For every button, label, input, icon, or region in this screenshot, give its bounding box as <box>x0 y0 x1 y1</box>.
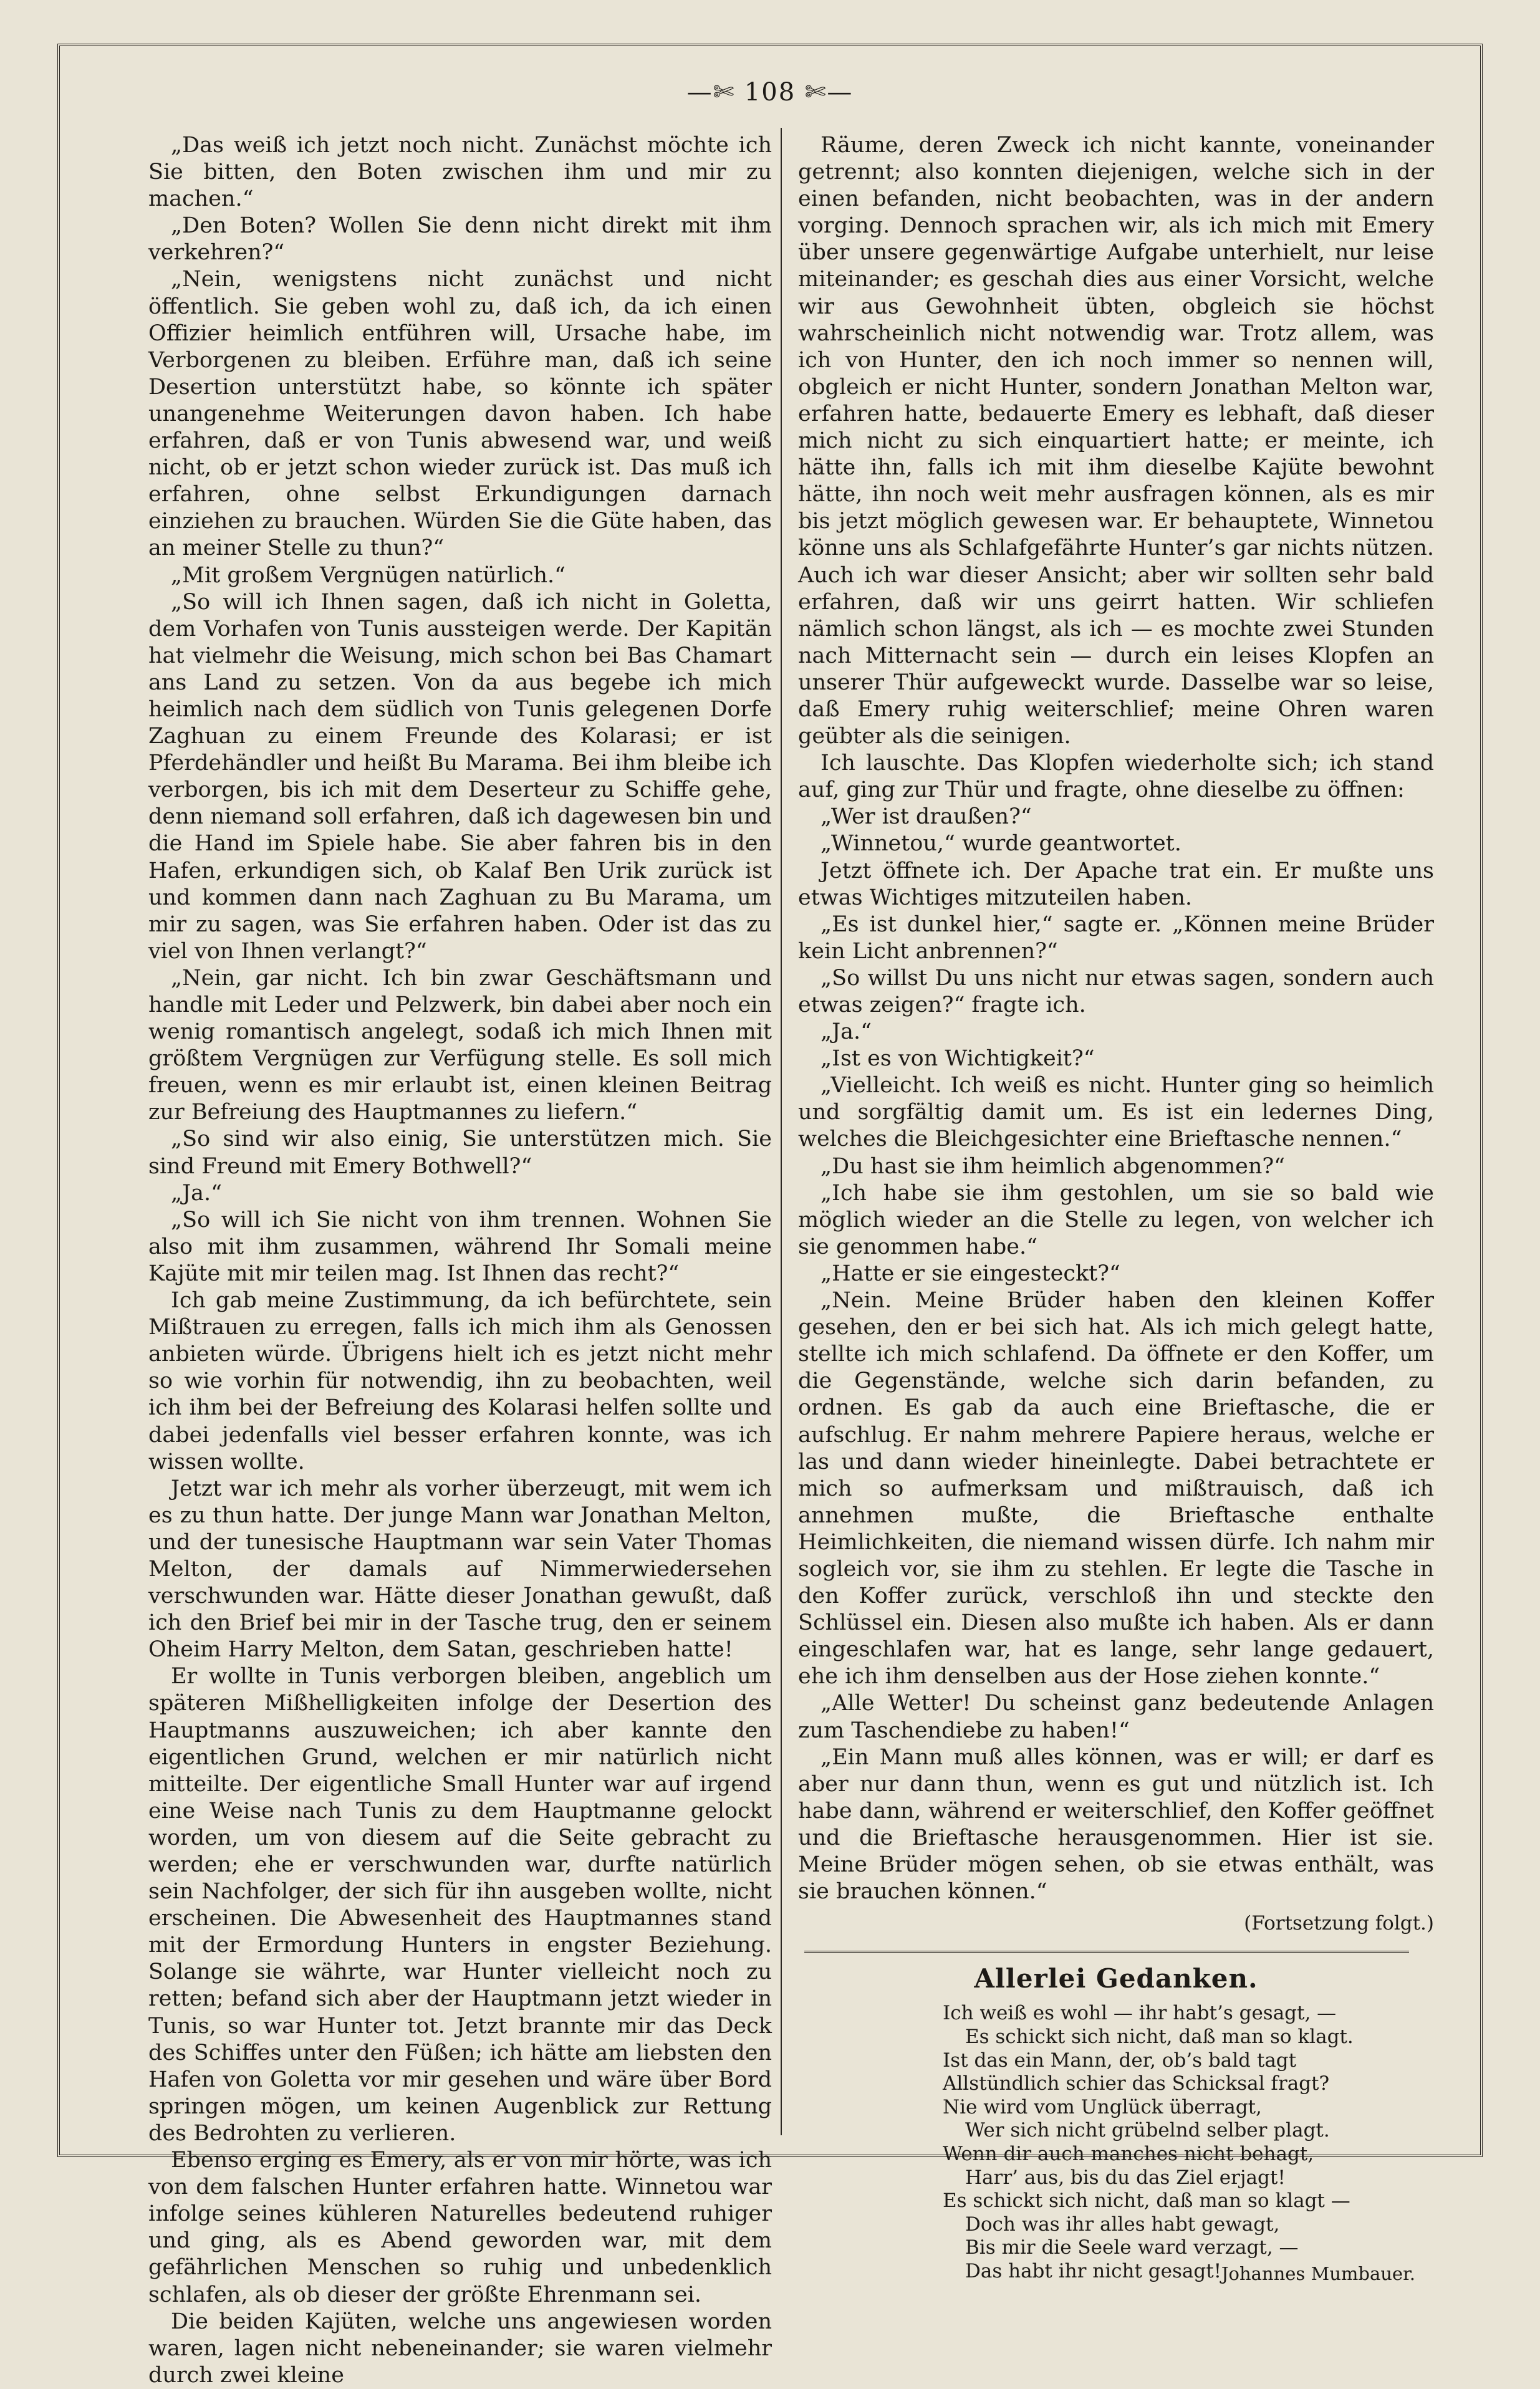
poem-line: Nie wird vom Unglück überragt, <box>943 2095 1262 2118</box>
paragraph: Ich gab meine Zustimmung, da ich befürchtete, sein Mißtrauen zu erregen, falls ich mich ihm als Genossen anbieten würde. Übrigens hielt ich es jetzt nicht mehr so wie vorhin für notwendig, ihn zu beobachten, weil ich ihm bei der Befreiung des Kolarasi helfen sollte und dabei jedenfalls viel besser erfahren konnte, was ich wissen wollte. <box>148 1288 772 1474</box>
poem-author: Johannes Mumbauer. <box>1221 2262 1415 2284</box>
paragraph: Jetzt war ich mehr als vorher überzeugt, mit wem ich es zu thun hatte. Der junge Mann war Jonathan Melton, und der tunesische Hauptmann war sein Vater Thomas Melton, der damals auf Nimmerwiedersehen verschwunden war. Hätte dieser Jonathan gewußt, daß ich den Brief bei mir in der Tasche trug, den er seinem Oheim Harry Melton, dem Satan, geschrieben hatte! <box>148 1476 772 1663</box>
continuation-note: (Fortsetzung folgt.) <box>1244 1912 1434 1935</box>
poem-line: Bis mir die Seele ward verzagt, — <box>965 2236 1299 2259</box>
paragraph: „So will ich Ihnen sagen, daß ich nicht in Goletta, dem Vorhafen von Tunis aussteigen werde. Der Kapitän hat vielmehr die Weisung, mich schon bei Bas Chamart ans Land zu setzen. Von da aus begebe ich mich heimlich nach dem südlich von Tunis gelegenen Dorfe Zaghuan zu einem Freunde des Kolarasi; er ist Pferdehändler und heißt Bu Marama. Bei ihm bleibe ich verborgen, bis ich mit dem Deserteur zu Schiffe gehe, denn niemand soll erfahren, daß ich dagewesen bin und die Hand im Spiele habe. Sie aber fahren bis in den Hafen, erkundigen sich, ob Kalaf Ben Urik zurück ist und kommen dann nach Zaghuan zu Bu Marama, um mir zu sagen, was Sie erfahren haben. Oder ist das zu viel von Ihnen verlangt?“ <box>148 589 772 964</box>
left-column <box>148 132 772 2389</box>
paragraph: „So willst Du uns nicht nur etwas sagen, sondern auch etwas zeigen?“ fragte ich. <box>798 965 1434 1017</box>
paragraph: „So will ich Sie nicht von ihm trennen. Wohnen Sie also mit ihm zusammen, während Ihr Somali meine Kajüte mit mir teilen mag. Ist Ihnen das recht?“ <box>148 1207 772 1286</box>
paragraph: Ebenso erging es Emery, als er von mir hörte, was ich von dem falschen Hunter erfahren hatte. Winnetou war infolge seines kühleren Naturelles bedeutend ruhiger und ging, als es Abend geworden war, mit dem gefährlichen Menschen so ruhig und unbedenklich schlafen, als ob dieser der größte Ehrenmann sei. <box>148 2148 772 2307</box>
poem-line: Doch was ihr alles habt gewagt, <box>965 2213 1280 2236</box>
paragraph: Er wollte in Tunis verborgen bleiben, angeblich um späteren Mißhelligkeiten infolge der Desertion des Hauptmanns auszuweichen; ich aber kannte den eigentlichen Grund, welchen er mir natürlich nicht mitteilte. Der eigentliche Small Hunter war auf irgend eine Weise nach Tunis zu dem Hauptmanne gelockt worden, um von diesem auf die Seite gebracht zu werden; ehe er verschwunden war, durfte natürlich sein Nachfolger, der sich für ihn ausgeben wollte, nicht erscheinen. Die Abwesenheit des Hauptmannes stand mit der Ermordung Hunters in engster Beziehung. Solange sie währte, war Hunter vielleicht noch zu retten; befand sich aber der Hauptmann jetzt wieder in Tunis, so war Hunter tot. Jetzt brannte mir das Deck des Schiffes unter den Füßen; ich hätte am liebsten den Hafen von Goletta vor mir gesehen und wäre über Bord springen mögen, um keinen Augenblick zur Rettung des Bedrohten zu verlieren. <box>148 1664 772 2146</box>
paragraph: Ich lauschte. Das Klopfen wiederholte sich; ich stand auf, ging zur Thür und fragte, ohne dieselbe zu öffnen: <box>798 751 1434 803</box>
paragraph: „Wer ist draußen?“ <box>821 804 1032 830</box>
page-number: 108 <box>744 78 796 107</box>
poem-title: Allerlei Gedanken. <box>974 1963 1258 1994</box>
poem-line: Es schickt sich nicht, daß man so klagt. <box>965 2025 1354 2048</box>
paragraph: „Es ist dunkel hier,“ sagte er. „Können meine Brüder kein Licht anbrennen?“ <box>798 911 1434 964</box>
ornament-left: —✄ <box>686 78 736 107</box>
story-continuation <box>798 132 1434 1905</box>
paragraph: „Das weiß ich jetzt noch nicht. Zunächst möchte ich Sie bitten, den Boten zwischen ihm und mir zu machen.“ <box>148 133 772 212</box>
paragraph: „Ein Mann muß alles können, was er will; er darf es aber nur dann thun, wenn es gut und nützlich ist. Ich habe dann, während er weiterschlief, den Koffer geöffnet und die Brieftasche herausgenommen. Hier ist sie. Meine Brüder mögen sehen, ob sie etwas enthält, was sie brauchen können.“ <box>798 1744 1434 1905</box>
paragraph: „Ja.“ <box>821 1019 872 1045</box>
paragraph: „So sind wir also einig, Sie unterstützen mich. Sie sind Freund mit Emery Bothwell?“ <box>148 1127 772 1179</box>
poem-line: Wer sich nicht grübelnd selber plagt. <box>965 2119 1330 2142</box>
paragraph: „Nein. Meine Brüder haben den kleinen Koffer gesehen, den er bei sich hat. Als ich mich gelegt hatte, stellte ich mich schlafend. Da öffnete er den Koffer, um die Gegenstände, welche sich darin befanden, zu ordnen. Es gab da auch eine Brieftasche, die er aufschlug. Er nahm mehrere Papiere heraus, welche er las und dann wieder hineinlegte. Dabei betrachtete er mich so aufmerksam und mißtrauisch, daß ich annehmen mußte, die Brieftasche enthalte Heimlichkeiten, die niemand wissen dürfe. Ich nahm mir sogleich vor, sie ihm zu stehlen. Er legte die Tasche in den Koffer zurück, verschloß ihn und steckte den Schlüssel ein. Diesen also mußte ich haben. Als er dann eingeschlafen war, hat es lange, sehr lange gedauert, ehe ich ihm denselben aus der Hose ziehen konnte.“ <box>798 1288 1434 1690</box>
poem-line: Wenn dir auch manches nicht behagt, <box>943 2142 1314 2165</box>
paragraph: „Den Boten? Wollen Sie denn nicht direkt mit ihm verkehren?“ <box>148 213 772 266</box>
paragraph: „Vielleicht. Ich weiß es nicht. Hunter ging so heimlich und sorgfältig damit um. Es ist ein ledernes Ding, welches die Bleichgesichter eine Brieftasche nennen.“ <box>798 1073 1434 1152</box>
paragraph: „Ist es von Wichtigkeit?“ <box>821 1046 1095 1072</box>
section-rule <box>804 1951 1409 1953</box>
poem-line: Ist das ein Mann, der, ob’s bald tagt <box>943 2049 1297 2072</box>
paragraph: Jetzt öffnete ich. Der Apache trat ein. Er mußte uns etwas Wichtiges mitzuteilen haben. <box>798 858 1434 910</box>
paragraph: „Hatte er sie eingesteckt?“ <box>821 1261 1120 1286</box>
poem-line: Ich weiß es wohl — ihr habt’s gesagt, — <box>943 2002 1337 2025</box>
right-column <box>798 132 1434 2287</box>
paragraph: „Winnetou,“ wurde geantwortet. <box>821 831 1181 857</box>
paragraph: „Alle Wetter! Du scheinst ganz bedeutende Anlagen zum Taschendiebe zu haben!“ <box>798 1691 1434 1743</box>
page-number-header <box>0 78 1540 107</box>
poem-line: Harr’ aus, bis du das Ziel erjagt! <box>965 2166 1286 2189</box>
paragraph: „Ja.“ <box>171 1180 223 1206</box>
paragraph: „Du hast sie ihm heimlich abgenommen?“ <box>821 1153 1286 1179</box>
ornament-right: ✄— <box>804 78 854 107</box>
column-divider <box>781 128 782 2135</box>
poem-line: Es schickt sich nicht, daß man so klagt — <box>943 2190 1350 2213</box>
poem <box>798 2002 1434 2283</box>
paragraph: „Mit großem Vergnügen natürlich.“ <box>171 562 566 588</box>
paragraph: „Nein, wenigstens nicht zunächst und nicht öffentlich. Sie geben wohl zu, daß ich, da ich einen Offizier heimlich entführen will, Ursache habe, im Verborgenen zu bleiben. Erführe man, daß ich seine Desertion unterstützt habe, so könnte ich später unangenehme Weiterungen davon haben. Ich habe erfahren, daß er von Tunis abwesend war, und weiß nicht, ob er jetzt schon wieder zurück ist. Das muß ich erfahren, ohne selbst Erkundigungen darnach einziehen zu brauchen. Würden Sie die Güte haben, das an meiner Stelle zu thun?“ <box>148 267 772 561</box>
paragraph: „Nein, gar nicht. Ich bin zwar Geschäftsmann und handle mit Leder und Pelzwerk, bin dabei aber noch ein wenig romantisch angelegt, sodaß ich mich Ihnen mit größtem Vergnügen zur Verfügung stelle. Es soll mich freuen, wenn es mir erlaubt ist, einen kleinen Beitrag zur Befreiung des Hauptmannes zu liefern.“ <box>148 965 772 1125</box>
poem-line: Das habt ihr nicht gesagt! <box>965 2259 1222 2282</box>
paragraph: Räume, deren Zweck ich nicht kannte, voneinander getrennt; also konnten diejenigen, welche sich in der einen befanden, nicht beobachten, was in der andern vorging. Dennoch sprachen wir, als ich mich mit Emery über unsere gegenwärtige Aufgabe unterhielt, nur leise miteinander; es geschah dies aus einer Vorsicht, welche wir aus Gewohnheit übten, obgleich sie höchst wahrscheinlich nicht notwendig war. Trotz allem, was ich von Hunter, den ich noch immer so nennen will, obgleich er nicht Hunter, sondern Jonathan Melton war, erfahren hatte, bedauerte Emery es lebhaft, daß dieser mich nicht zu sich einquartiert hatte; er meinte, ich hätte ihn, falls ich mit ihm dieselbe Kajüte bewohnt hätte, ihn noch weit mehr ausfragen können, als es mir bis jetzt möglich gewesen war. Er behauptete, Winnetou könne uns als Schlafgefährte Hunter’s gar nichts nützen. Auch ich war dieser Ansicht; aber wir sollten sehr bald erfahren, daß wir uns geirrt hatten. Wir schliefen nämlich schon längst, als ich — es mochte zwei Stunden nach Mitternacht sein — durch ein leises Klopfen an unserer Thür aufgeweckt wurde. Dasselbe war so leise, daß Emery ruhig weiterschlief; meine Ohren waren geübter als die seinigen. <box>798 133 1434 749</box>
paragraph: Die beiden Kajüten, welche uns angewiesen worden waren, lagen nicht nebeneinander; sie waren vielmehr durch zwei kleine <box>148 2309 772 2388</box>
poem-line: Allstündlich schier das Schicksal fragt? <box>943 2072 1330 2095</box>
paragraph: „Ich habe sie ihm gestohlen, um sie so bald wie möglich wieder an die Stelle zu legen, von welcher ich sie genommen habe.“ <box>798 1180 1434 1259</box>
